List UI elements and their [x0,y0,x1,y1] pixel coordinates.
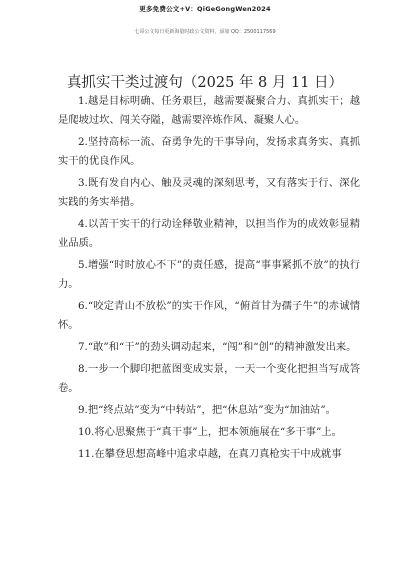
paragraph: 7.“敢”和“干”的劲头调动起来，“闯”和“创”的精神激发出来。 [78,341,357,353]
header-subtitle: 七哥公文每日更新海量时政公文资料，添加 QQ：2500117569 [134,29,276,35]
header-banner: 更多免费公文+V：QiGeGongWen2024 [139,5,271,13]
paragraph: 11.在攀登思想高峰中追求卓越，在真刀真枪实干中成就事 [78,448,342,460]
document-body [58,92,360,467]
paragraph: 3.既有发自内心、触及灵魂的深刻思考，又有落实于行、深化实践的务实举措。 [58,177,360,208]
paragraph: 4.以苦干实干的行动诠释敬业精神，以担当作为的成效彰显精业品质。 [58,218,360,249]
paragraph: 8.一步一个脚印把蓝图变成实景，一天一个变化把担当写成答卷。 [58,363,360,394]
paragraph: 1.越是目标明确、任务艰巨，越需要凝聚合力、真抓实干；越是爬坡过坎、闯关夺隘，越需要淬炼作风、凝聚人心。 [58,95,360,126]
paragraph: 2.坚持高标一流、奋勇争先的干事导向，发扬求真务实、真抓实干的优良作风。 [58,136,360,167]
paragraph: 6.“咬定青山不放松”的实干作风，“俯首甘为孺子牛”的赤诚情怀。 [58,300,360,331]
paragraph: 5.增强“时时放心不下”的责任感，提高“事事紧抓不放”的执行力。 [58,259,360,290]
document-title: 真抓实干类过渡句（2025 年 8 月 11 日） [66,75,344,91]
paragraph: 10.将心思聚焦于“真干事”上，把本领施展在“多干事”上。 [78,426,342,438]
paragraph: 9.把“终点站”变为“中转站”，把“休息站”变为“加油站”。 [78,404,336,416]
